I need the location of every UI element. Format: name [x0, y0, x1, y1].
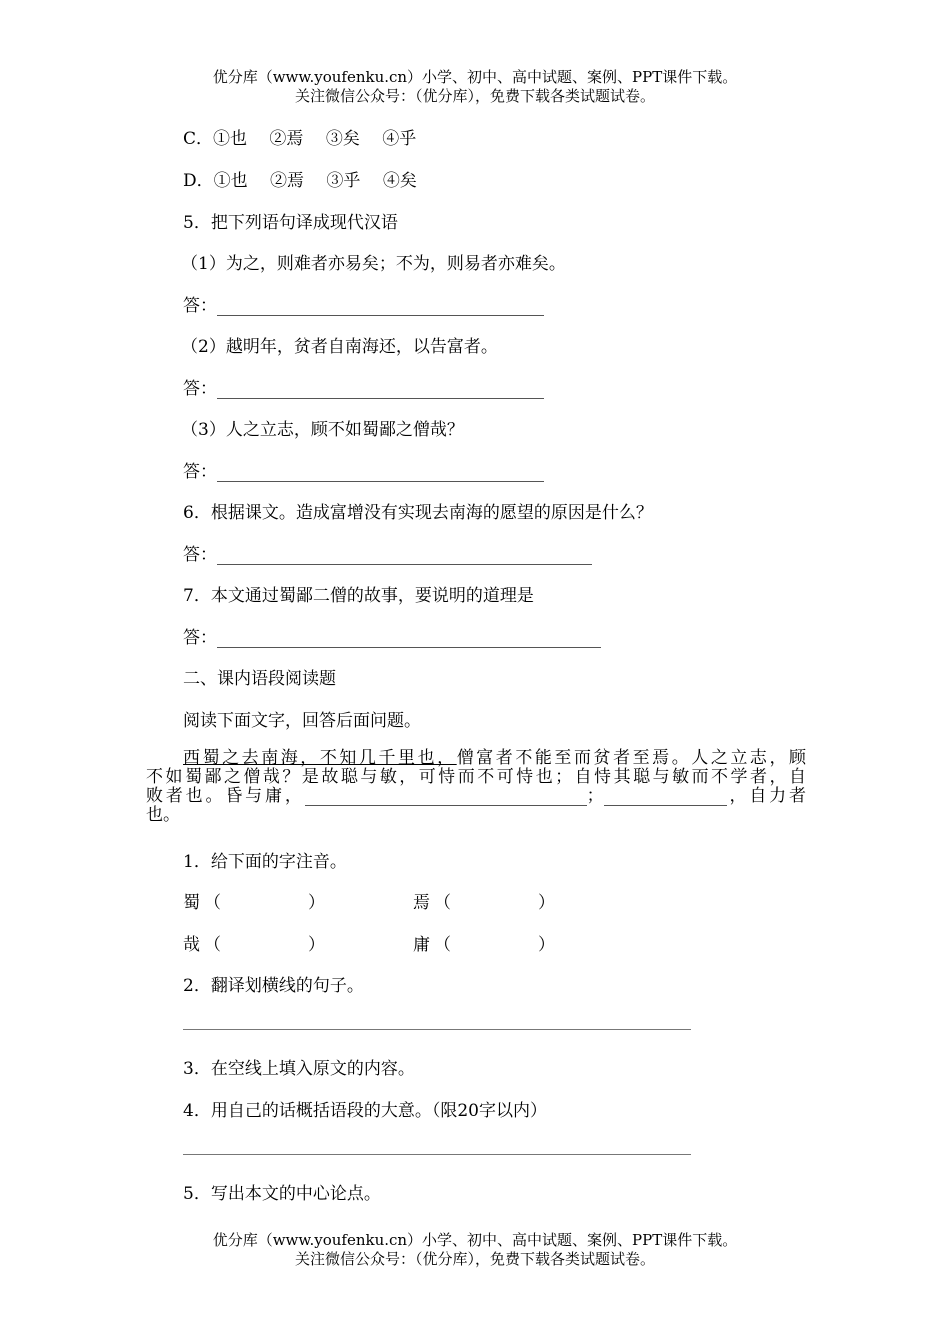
passage-row-4: 也。	[146, 805, 180, 825]
q6: 6．根据课文。造成富增没有实现去南海的愿望的原因是什么？	[183, 503, 653, 523]
paren-close: ）	[538, 935, 555, 955]
footer-line-2: 关注微信公众号：（优分库），免费下载各类试题试卷。	[294, 1250, 655, 1268]
paren-close: ）	[538, 893, 555, 913]
section-2-instruction: 阅读下面文字，回答后面问题。	[183, 711, 421, 731]
q5-answer-3	[183, 457, 544, 482]
answer-label: 答：	[183, 296, 217, 316]
passage-text: 僧富者不能至而贫者至焉。人之立志，顾	[456, 748, 807, 768]
answer-label: 答：	[183, 545, 217, 565]
s2-q3: 3．在空线上填入原文的内容。	[183, 1059, 415, 1079]
s2-q4: 4．用自己的话概括语段的大意。（限20字以内）	[183, 1101, 547, 1121]
s2-q1: 1．给下面的字注音。	[183, 852, 347, 872]
passage-row-3	[146, 787, 806, 806]
option-c: C．①也 ②焉 ③矣 ④乎	[183, 129, 417, 149]
header-line-1: 优分库（www.youfenku.cn）小学、初中、高中试题、案例、PPT课件下载。	[212, 68, 738, 86]
header-line-2: 关注微信公众号：（优分库），免费下载各类试题试卷。	[294, 87, 655, 105]
answer-blank[interactable]	[217, 546, 592, 565]
char-shu: 蜀	[183, 893, 200, 913]
s2-q2: 2．翻译划横线的句子。	[183, 976, 364, 996]
char-yan: 焉	[413, 893, 430, 913]
q5-title: 5．把下列语句译成现代汉语	[183, 213, 398, 233]
passage-row-1	[146, 749, 806, 768]
q7: 7．本文通过蜀鄙二僧的故事，要说明的道理是	[183, 586, 534, 606]
s2-q5: 5．写出本文的中心论点。	[183, 1184, 381, 1204]
char-yong: 庸	[413, 935, 430, 955]
footer-line-1: 优分库（www.youfenku.cn）小学、初中、高中试题、案例、PPT课件下载。	[212, 1231, 738, 1249]
answer-line[interactable]	[183, 1029, 691, 1030]
answer-blank[interactable]	[217, 463, 544, 482]
paren-open: （	[204, 893, 221, 913]
q5-sentence-1: （1）为之，则难者亦易矣；不为，则易者亦难矣。	[181, 254, 566, 274]
q5-answer-1	[183, 291, 544, 316]
answer-blank[interactable]	[217, 380, 544, 399]
passage-text: 败者也。昏与庸，	[146, 786, 305, 806]
paren-close: ）	[308, 935, 325, 955]
paren-open: （	[204, 935, 221, 955]
paren-open: （	[434, 935, 451, 955]
passage-row-2: 不如蜀鄙之僧哉？是故聪与敏，可恃而不可恃也；自恃其聪与敏而不学者，自	[146, 767, 806, 787]
answer-blank[interactable]	[217, 629, 601, 648]
section-2-title: 二、课内语段阅读题	[183, 669, 336, 689]
answer-label: 答：	[183, 379, 217, 399]
q6-answer	[183, 540, 592, 565]
passage-text: ；	[586, 786, 604, 806]
paren-open: （	[434, 893, 451, 913]
answer-blank[interactable]	[217, 297, 544, 316]
paren-close: ）	[308, 893, 325, 913]
answer-label: 答：	[183, 462, 217, 482]
q5-sentence-2: （2）越明年，贫者自南海还，以告富者。	[181, 337, 498, 357]
reading-passage	[146, 749, 806, 825]
passage-text: ，自力者	[726, 786, 807, 806]
fill-blank-2[interactable]	[604, 787, 727, 806]
q7-answer	[183, 623, 601, 648]
q5-sentence-3: （3）人之立志，顾不如蜀鄙之僧哉？	[181, 420, 464, 440]
option-d: D．①也 ②焉 ③乎 ④矣	[183, 171, 417, 191]
fill-blank-1[interactable]	[305, 787, 587, 806]
answer-label: 答：	[183, 628, 217, 648]
char-zai: 哉	[183, 935, 200, 955]
answer-line[interactable]	[183, 1154, 691, 1155]
underlined-sentence: 西蜀之去南海，不知几千里也，	[183, 748, 457, 768]
q5-answer-2	[183, 374, 544, 399]
